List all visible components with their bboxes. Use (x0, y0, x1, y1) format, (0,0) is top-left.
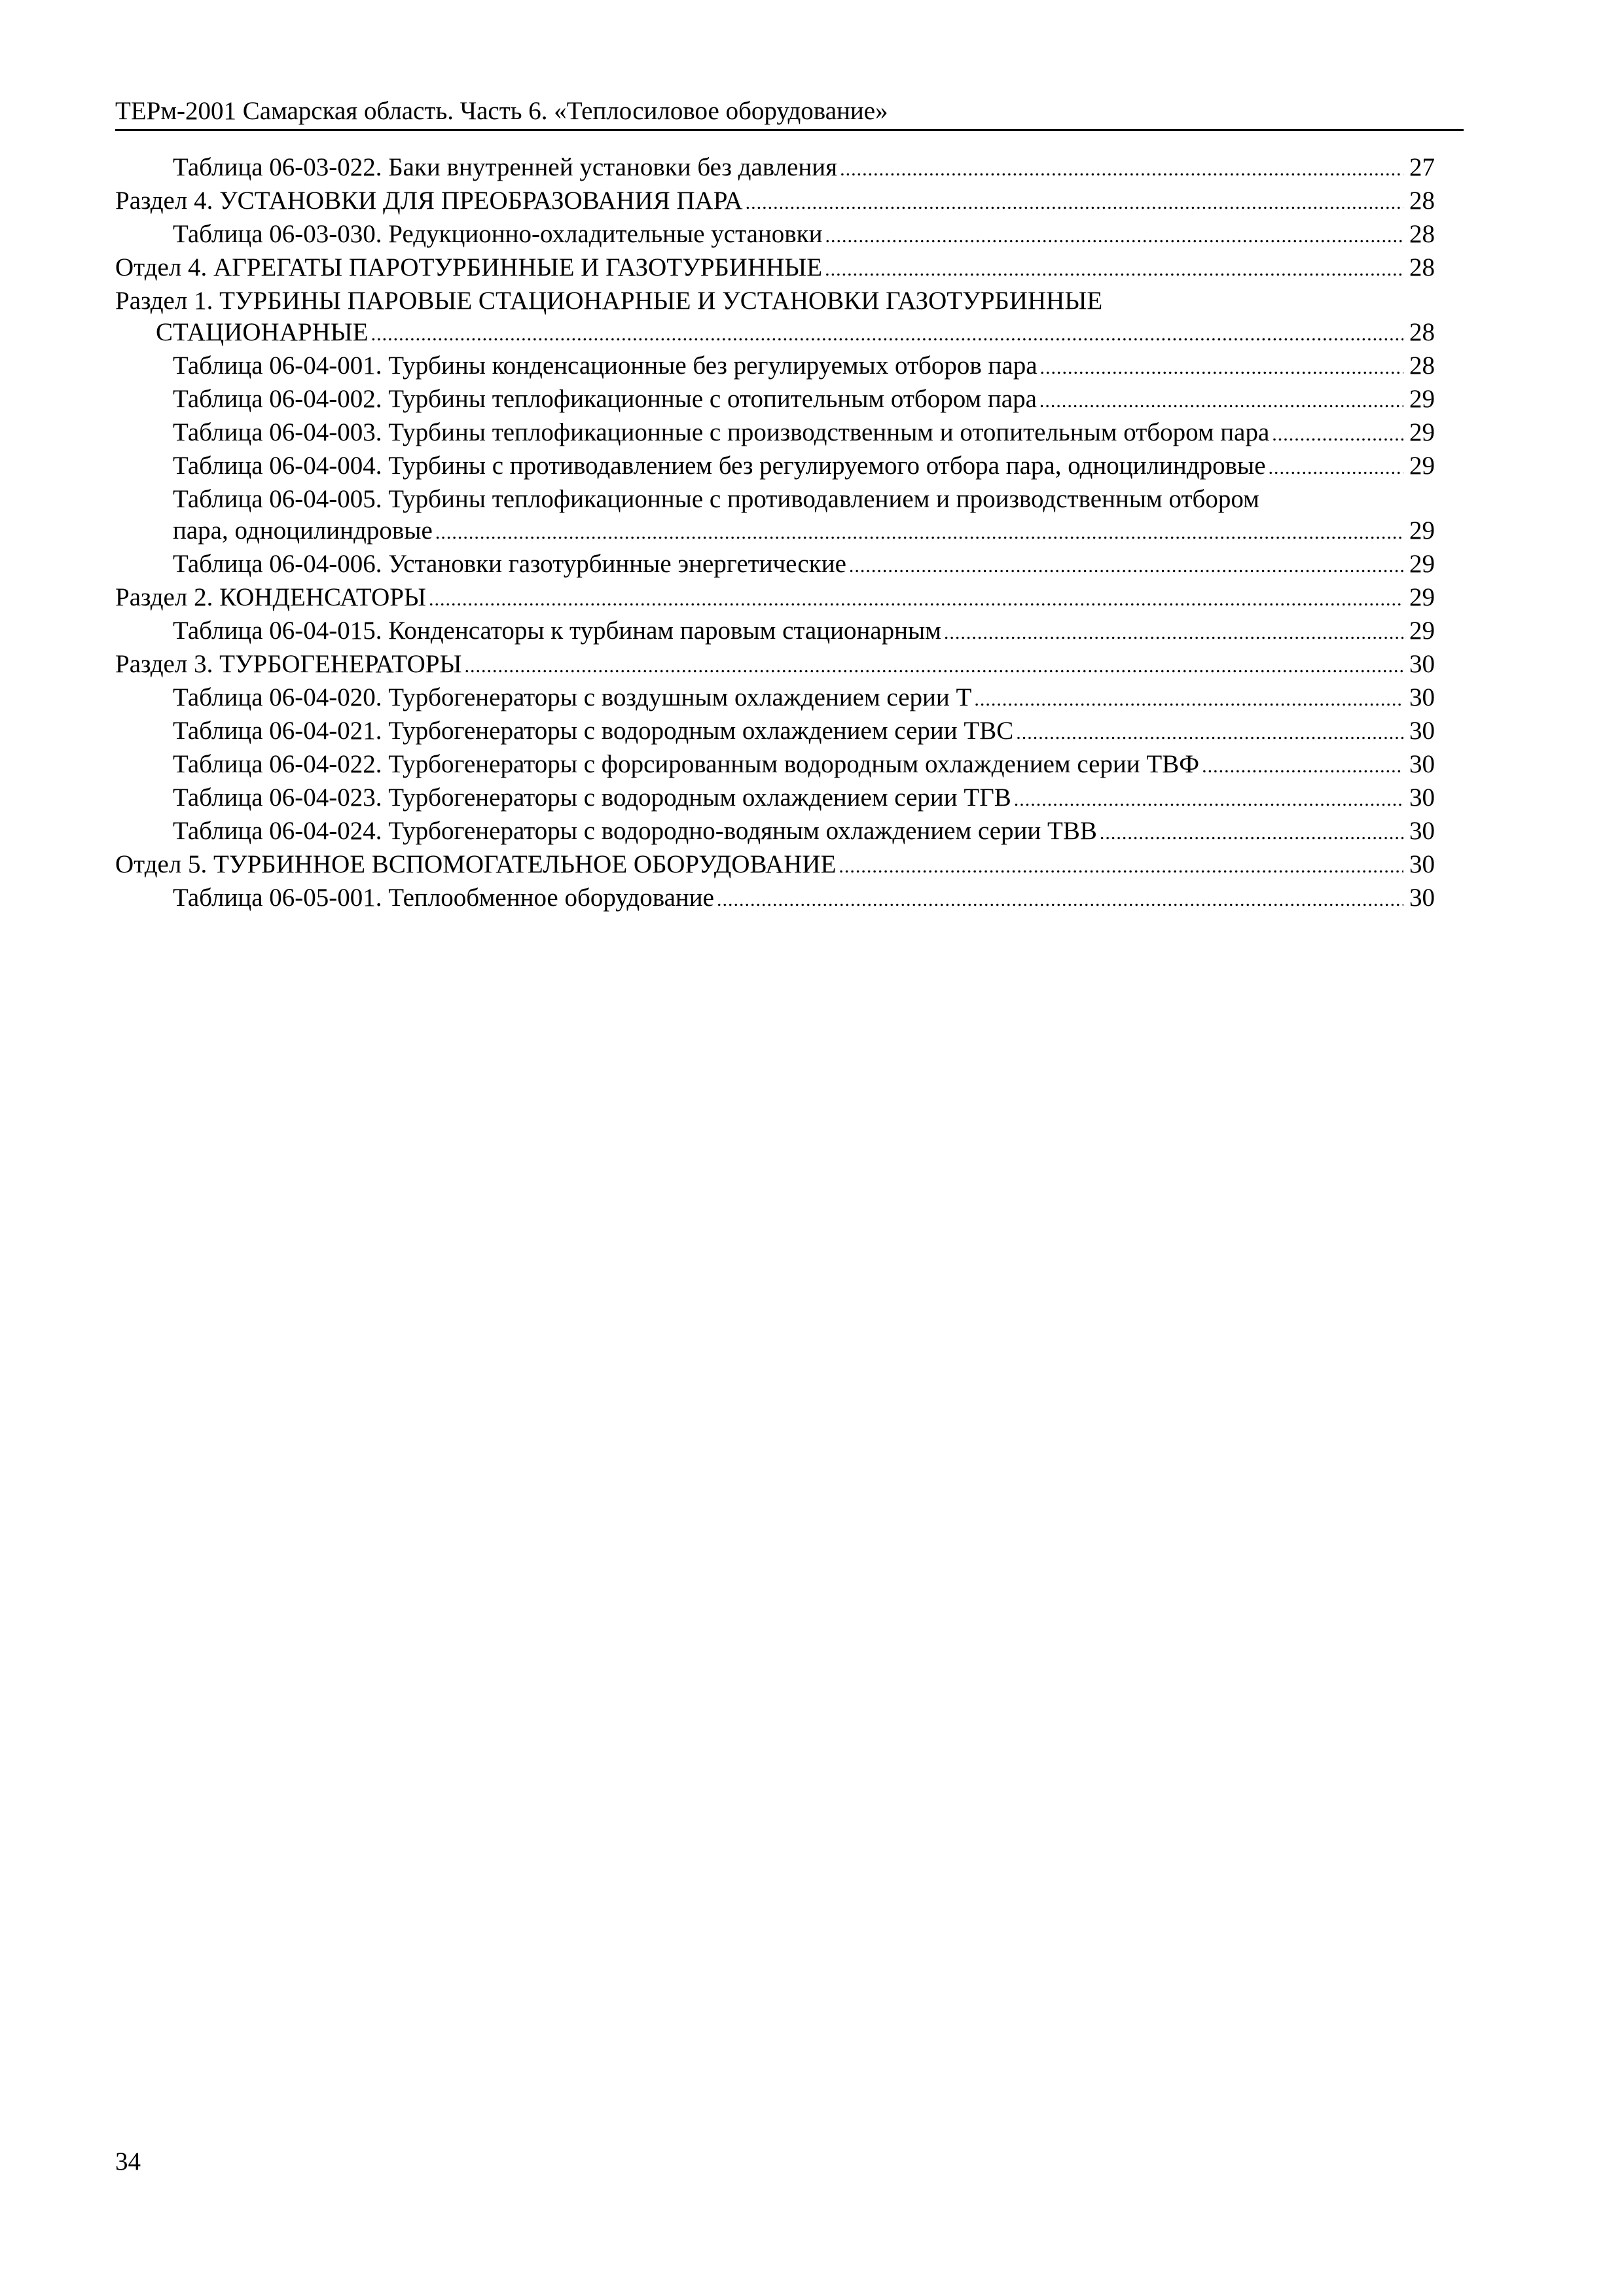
toc-page-number: 28 (1409, 220, 1435, 248)
toc-entry-label: Таблица 06-04-022. Турбогенераторы с форсированным водородным охлаждением серии ТВФ (173, 750, 1200, 778)
toc-entry-label: Таблица 06-04-004. Турбины с противодавлением без регулируемого отбора пара, одноцилиндровые (173, 452, 1266, 480)
toc-entry-label-line2: пара, одноцилиндровые (173, 516, 433, 545)
toc-entry-table-06-04-021[interactable] (115, 715, 1435, 749)
toc-page-number: 30 (1409, 783, 1435, 812)
toc-page-number: 29 (1409, 418, 1435, 446)
toc-entry-label: Таблица 06-03-022. Баки внутренней установки без давления (173, 153, 838, 181)
toc-entry-table-06-04-003[interactable] (115, 417, 1435, 450)
toc-entry-label: Таблица 06-04-003. Турбины теплофикационные с производственным и отопительным отбором пара (173, 418, 1270, 446)
toc-entry-label-line1: Раздел 1. ТУРБИНЫ ПАРОВЫЕ СТАЦИОНАРНЫЕ И УСТАНОВКИ ГАЗОТУРБИННЫЕ (115, 287, 1103, 315)
leader-dots (1100, 817, 1403, 849)
page-header (115, 97, 1464, 131)
toc-entry-label: Раздел 3. ТУРБОГЕНЕРАТОРЫ (115, 650, 462, 678)
toc-page-number: 30 (1409, 884, 1435, 912)
leader-dots (1039, 386, 1403, 417)
toc-entry-label: Таблица 06-04-021. Турбогенераторы с водородным охлаждением серии ТВС (173, 717, 1014, 745)
toc-entry-label: Раздел 2. КОНДЕНСАТОРЫ (115, 583, 427, 611)
toc-entry-label: Таблица 06-04-024. Турбогенераторы с водородно-водяным охлаждением серии ТВВ (173, 817, 1097, 845)
toc-entry-table-06-04-020[interactable] (115, 682, 1435, 715)
toc-entry-table-06-04-022[interactable] (115, 749, 1435, 782)
leader-dots (1040, 352, 1403, 384)
toc-entry-razdel-4[interactable] (115, 185, 1435, 219)
leader-dots (435, 517, 1403, 548)
toc-entry-label: Таблица 06-04-002. Турбины теплофикационные с отопительным отбором пара (173, 385, 1037, 413)
leader-dots (464, 651, 1403, 682)
leader-dots (371, 319, 1403, 350)
leader-dots (944, 617, 1403, 649)
toc-page-number: 28 (1409, 318, 1435, 346)
toc-entry-table-06-04-004[interactable] (115, 450, 1435, 484)
toc-page-number: 29 (1409, 516, 1435, 545)
toc-page-number: 30 (1409, 717, 1435, 745)
leader-dots (1016, 717, 1403, 749)
toc-page-number: 28 (1409, 351, 1435, 380)
toc-entry-label: Таблица 06-04-006. Установки газотурбинные энергетические (173, 550, 846, 578)
toc-entry-label: Таблица 06-05-001. Теплообменное оборудование (173, 884, 714, 912)
toc-entry-label: Таблица 06-03-030. Редукционно-охладительные установки (173, 220, 823, 248)
toc-page-number: 28 (1409, 187, 1435, 215)
toc-entry-label: Таблица 06-04-020. Турбогенераторы с воздушным охлаждением серии Т (173, 683, 972, 711)
toc-entry-table-06-04-006[interactable] (115, 548, 1435, 582)
toc-entry-table-06-05-001[interactable] (115, 882, 1435, 916)
page-number: 34 (115, 2147, 141, 2176)
toc-page-number: 29 (1409, 385, 1435, 413)
toc-page-number: 30 (1409, 850, 1435, 878)
toc-entry-table-06-04-002[interactable] (115, 384, 1435, 417)
leader-dots (839, 851, 1403, 882)
toc-page-number: 30 (1409, 750, 1435, 778)
toc-page-number: 30 (1409, 650, 1435, 678)
document-title: ТЕРм-2001 Самарская область. Часть 6. «Теплосиловое оборудование» (115, 97, 888, 125)
leader-dots (746, 187, 1403, 219)
leader-dots (825, 254, 1403, 285)
toc-entry-label: Отдел 4. АГРЕГАТЫ ПАРОТУРБИННЫЕ И ГАЗОТУРБИННЫЕ (115, 253, 823, 281)
toc-entry-otdel-4[interactable] (115, 252, 1435, 285)
table-of-contents (115, 152, 1435, 916)
toc-entry-label-line1: Таблица 06-04-005. Турбины теплофикационные с противодавлением и производственным отбором (173, 485, 1259, 513)
toc-page-number: 29 (1409, 583, 1435, 611)
toc-entry-label: Таблица 06-04-001. Турбины конденсационные без регулируемых отборов пара (173, 351, 1038, 380)
leader-dots (974, 684, 1403, 715)
leader-dots (849, 550, 1403, 582)
toc-page-number: 28 (1409, 253, 1435, 281)
toc-entry-table-06-04-024[interactable] (115, 816, 1435, 849)
leader-dots (429, 584, 1403, 615)
toc-entry-label: Раздел 4. УСТАНОВКИ ДЛЯ ПРЕОБРАЗОВАНИЯ ПАРА (115, 187, 743, 215)
toc-page-number: 30 (1409, 683, 1435, 711)
leader-dots (1202, 751, 1403, 782)
leader-dots (840, 154, 1403, 185)
leader-dots (1014, 784, 1403, 816)
toc-entry-table-06-04-005[interactable] (115, 484, 1435, 548)
toc-entry-label-line2: СТАЦИОНАРНЫЕ (156, 318, 369, 346)
toc-entry-razdel-1[interactable] (115, 285, 1435, 350)
leader-dots (825, 221, 1403, 252)
leader-dots (717, 884, 1403, 916)
leader-dots (1269, 452, 1403, 484)
toc-entry-otdel-5[interactable] (115, 849, 1435, 882)
toc-page-number: 27 (1409, 153, 1435, 181)
leader-dots (1272, 419, 1403, 450)
toc-entry-table-06-04-001[interactable] (115, 350, 1435, 384)
toc-entry-table-06-03-030[interactable] (115, 219, 1435, 252)
toc-entry-label: Таблица 06-04-015. Конденсаторы к турбинам паровым стационарным (173, 617, 941, 645)
toc-entry-label: Отдел 5. ТУРБИННОЕ ВСПОМОГАТЕЛЬНОЕ ОБОРУДОВАНИЕ (115, 850, 837, 878)
toc-entry-razdel-3[interactable] (115, 649, 1435, 682)
toc-page-number: 29 (1409, 452, 1435, 480)
toc-page-number: 29 (1409, 617, 1435, 645)
toc-entry-razdel-2[interactable] (115, 582, 1435, 615)
toc-entry-table-06-04-015[interactable] (115, 615, 1435, 649)
toc-page-number: 29 (1409, 550, 1435, 578)
toc-entry-table-06-03-022[interactable] (115, 152, 1435, 185)
toc-entry-table-06-04-023[interactable] (115, 782, 1435, 816)
toc-entry-label: Таблица 06-04-023. Турбогенераторы с водородным охлаждением серии ТГВ (173, 783, 1011, 812)
toc-page-number: 30 (1409, 817, 1435, 845)
